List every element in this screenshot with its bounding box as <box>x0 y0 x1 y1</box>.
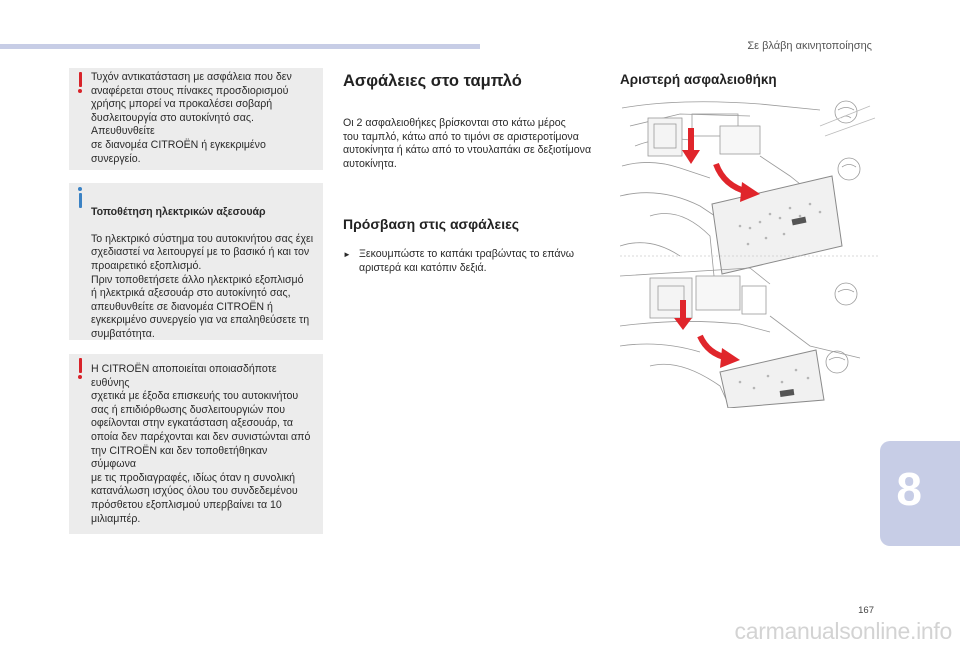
warning-box-fuse-replacement <box>69 68 323 170</box>
chapter-number: 8 <box>896 463 922 515</box>
warning-text: Τυχόν αντικατάσταση με ασφάλεια που δεν αναφέρεται στους πίνακες προσδιορισμού χρήσης μπορεί να προκαλέσει σοβαρή δυσλειτουργία στο αυτοκίνητό σας. Απευθυνθείτε σε διανομέα CITROËN ή εγκεκριμένο συνεργείο. <box>91 71 292 165</box>
step-item <box>343 248 603 275</box>
intro-paragraph: Οι 2 ασφαλειοθήκες βρίσκονται στο κάτω μέρος του ταμπλό, κάτω από το τιμόνι σε αριστεροτίμονα αυτοκίνητα ή κάτω από το ντουλαπάκι σε δεξιοτίμονα αυτοκίνητα. <box>343 117 592 170</box>
subsection-title: Πρόσβαση στις ασφάλειες <box>343 216 520 232</box>
fusebox-illustration <box>620 96 880 408</box>
warning-icon <box>75 358 85 380</box>
page-title: Ασφάλειες στο ταμπλό <box>343 72 522 90</box>
warning-text: Η CITROËN αποποιείται οποιασδήποτε ευθύνης σχετικά με έξοδα επισκευής του αυτοκινήτου σας ή επιδιόρθωσης δυσλειτουργιών που οφείλονται στην εγκατάσταση αξεσουάρ, τα οποία δεν παρέχονται και δεν συνιστώνται από την CITROËN και δεν τοποθετήθηκαν σύμφωνα με τις προδιαγραφές, ιδίως όταν η συνολική κατανάλωση ισχύος όλου του συνδεδεμένου πρόσθετου εξοπλισμού υπερβαίνει τα 10 μιλιαμπέρ. <box>91 363 311 525</box>
info-icon <box>75 187 85 209</box>
section-title: Σε βλάβη ακινητοποίησης <box>747 40 872 52</box>
info-title: Τοποθέτηση ηλεκτρικών αξεσουάρ <box>91 205 266 218</box>
info-text: Το ηλεκτρικό σύστημα του αυτοκινήτου σας έχει σχεδιαστεί να λειτουργεί με το βασικό ή και τον προαιρετικό εξοπλισμό. Πριν τοποθετήσετε άλλο ηλεκτρικό εξοπλισμό ή ηλεκτρικά αξεσουάρ στο αυτοκίνητό σας, απευθυνθείτε σε διανομέα CITROËN ή εγκεκριμένο συνεργείο για να επαληθεύσετε τη συμβατότητα. <box>91 232 314 340</box>
bullet-arrow-icon: ► <box>343 250 351 259</box>
watermark: carmanualsonline.info <box>734 618 952 644</box>
fuse-cover-open-top <box>712 158 860 274</box>
step-text: Ξεκουμπώστε το καπάκι τραβώντας το επάνω αριστερά και κατόπιν δεξιά. <box>359 248 575 274</box>
header-accent-bar <box>0 44 480 49</box>
warning-icon <box>75 72 85 94</box>
page-number: 167 <box>858 605 874 616</box>
warning-box-liability <box>69 354 323 534</box>
info-box-accessories <box>69 183 323 340</box>
right-column-title: Αριστερή ασφαλειοθήκη <box>620 72 777 87</box>
